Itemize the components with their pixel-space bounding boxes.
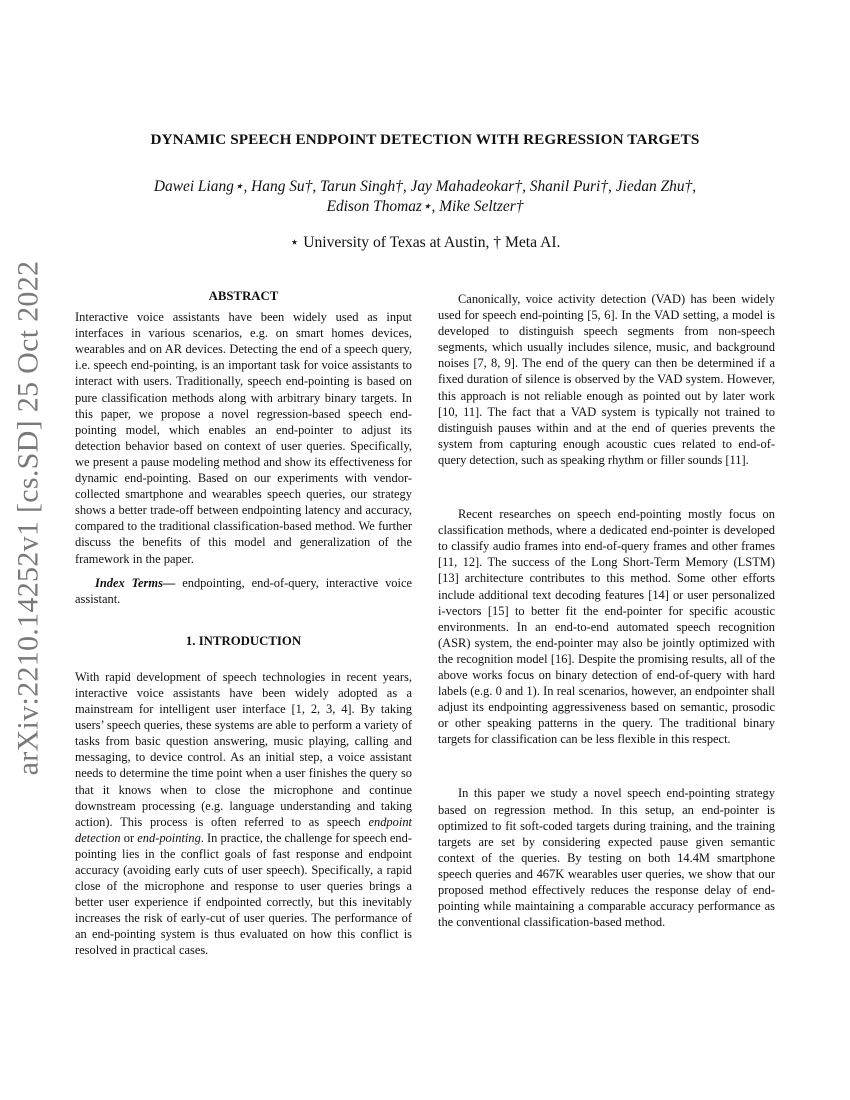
affiliations: ⋆ University of Texas at Austin, † Meta AI. (289, 234, 561, 251)
intro-p1-start: With rapid development of speech technologies in recent years, interactive voice assistants have been widely adopted as a mainstream for intelligent user interface [1, 2, 3, 4]. By taking users’ speech queries, these systems are able to perform a variety of tasks from basic question answering, music playing, calling and messaging, to device control. As an initial step, a voice assistant needs to determine the time point when a user finishes the query so that it knows when to close the microphone and continue downstream processing (e.g. language understanding and taking action). This process is often referred to as speech (75, 669, 412, 829)
term-end-pointing: end-pointing (137, 830, 201, 845)
intro-paragraph-1 (75, 669, 412, 959)
abstract-heading: ABSTRACT (208, 289, 279, 303)
paper-title: DYNAMIC SPEECH ENDPOINT DETECTION WITH REGRESSION TARGETS (150, 131, 700, 148)
term-endpoint-detection: endpoint detection (75, 814, 412, 845)
intro-p1-or: or (120, 830, 138, 845)
index-terms-text: endpointing, end-of-query, interactive voice assistant. (75, 575, 412, 606)
right-column (438, 288, 775, 930)
authors-line-1: Dawei Liang⋆, Hang Su†, Tarun Singh†, Jay Mahadeokar†, Shanil Puri†, Jiedan Zhu†, (153, 178, 697, 195)
arxiv-id: arXiv:2210.14252v1 [cs.SD] 25 Oct 2022 (11, 260, 44, 776)
intro-heading: 1. INTRODUCTION (185, 633, 302, 648)
intro-paragraph-2: Canonically, voice activity detection (VAD) has been widely used for speech end-pointing [5, 6]. In the VAD setting, a model is developed to distinguish speech segments from non-speech segments, which usually includes silence, music, and background noises [7, 8, 9]. The end of the query can then be determined if a fixed duration of silence is observed by the VAD system. However, this approach is not reliable enough as pointed out by later work [10, 11]. The fact that a VAD system is typically not trained to distinguish pauses within and at the end of queries prevents the system from capturing enough acoustic cues related to end-of-query detection, such as speaking rhythm or filler sounds [11]. (438, 292, 775, 467)
author-list (90, 177, 760, 217)
abstract-text: Interactive voice assistants have been widely used as input interfaces in various scenarios, e.g. on smart homes devices, wearables and on AR devices. Detecting the end of a speech query, i.e. speech end-pointing, is an important task for voice assistants to interact with users. Traditionally, speech end-pointing is based on pure classification methods along with arbitrary binary targets. In this paper, we propose a novel regression-based speech end-pointing model, which enables an end-pointer to adjust its detection behavior based on context of user queries. Specifically, we present a pause modeling method and show its effectiveness for dynamic end-pointing. Based on our experiments with vendor-collected smartphone and wearables speech queries, our strategy shows a better trade-off between endpointing latency and accuracy, compared to the traditional classification-based method. We further discuss the benefits of this model and generalization of the framework in the paper. (75, 310, 412, 566)
intro-paragraph-3: Recent researches on speech end-pointing mostly focus on classification methods, where a dedicated end-pointer is developed to classify audio frames into end-of-query frames and other frames [11, 12]. The success of the Long Short-Term Memory (LSTM) [13] architecture contributes to this method. Some other efforts include additional text decoding features [14] or user personalized i-vectors [15] to better fit the end-pointer for specific acoustic environments. In an end-to-end automated speech recognition (ASR) system, the end-pointer may also be jointly optimized with the recognition model [16]. Despite the promising results, all of the above works focus on binary detection of end-of-query with hard labels (e.g. 0 and 1). In real scenarios, however, an endpointer shall adjust its endpointing aggressiveness based on semantic, prosodic or other speaking patterns in the query. The traditional binary targets for classification can be less flexible in this respect. (438, 507, 775, 747)
authors-line-2: Edison Thomaz⋆, Mike Seltzer† (326, 198, 524, 215)
index-terms-label: Index Terms— (95, 575, 176, 590)
intro-p1-end: . In practice, the challenge for speech end-pointing lies in the conflict goals of fast response and endpoint accuracy (avoiding early cuts of user speech). Specifically, a rapid close of the microphone and response to user queries brings a better user experience if endpointed correctly, but this inevitably increases the risk of early-cut of user queries. The performance of an end-pointing system is thus evaluated on how this conflict is resolved in practical cases. (75, 830, 412, 958)
intro-paragraph-4: In this paper we study a novel speech end-pointing strategy based on regression method. In this setup, an end-pointer is optimized to fit soft-coded targets during training, and the training targets are set by considering expected pause given semantic context of the queries. By testing on both 14.4M smartphone speech queries and 467K wearables user queries, we show that our proposed method effectively reduces the response delay of end-pointing while maintaining a comparable accuracy performance as the conventional classification-based method. (438, 786, 775, 930)
left-column (75, 288, 412, 959)
index-terms (75, 575, 412, 607)
arxiv-sidebar-stamp (6, 260, 50, 776)
